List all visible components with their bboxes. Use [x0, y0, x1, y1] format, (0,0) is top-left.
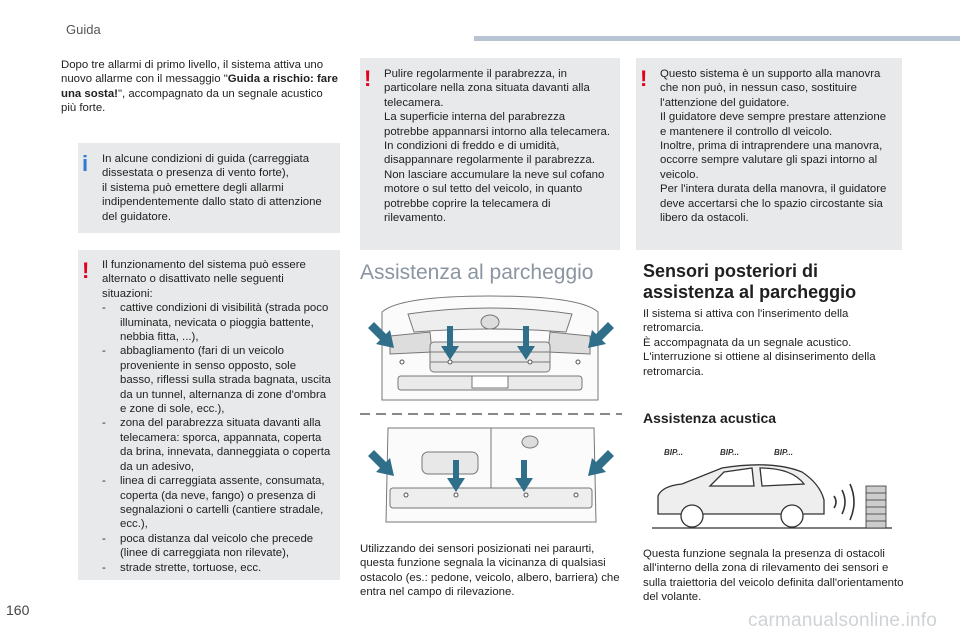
info-box — [78, 143, 340, 233]
sound-waves-icon — [834, 484, 854, 520]
beep-label: BIP... — [664, 448, 683, 457]
info-icon: i — [82, 151, 89, 176]
beep-label: BIP... — [774, 448, 793, 457]
warning-intro: Il funzionamento del sistema può essere alternato o disattivato nelle seguenti situazioni: — [102, 259, 306, 300]
condition-list — [102, 301, 332, 575]
warning-box-windscreen — [360, 58, 620, 250]
acoustic-caption: Questa funzione segnala la presenza di ostacoli all'interno della zona di rilevamento dei sensori e sulla traiettoria del veicolo definita dall'orientamento del volante. — [643, 548, 904, 604]
list-item: - strade strette, tortuose, ecc. — [102, 561, 332, 575]
vehicle-sensors-illustration — [360, 292, 622, 538]
wall-icon — [866, 486, 886, 528]
warning-box-text: Pulire regolarmente il parabrezza, in particolare nella zona situata davanti alla telecamera. La superficie interna del parabrezza potrebbe appannarsi intorno alla telecamera. In condizioni di freddo e di umidità, disappannare regolarmente il parabrezza. Non lasciare accumulare la neve sul cofano motore o sul tetto del veicolo, in quanto potrebbe coprire la telecamera di rilevamento. — [384, 68, 611, 225]
warning-box-text: Questo sistema è un supporto alla manovra che non può, in nessun caso, sostituire l'attenzione del guidatore. Il guidatore deve sempre prestare attenzione e mantenere il controllo dl veicolo. Inoltre, prima di intraprendere una manovra, occorre sempre valutare gli spazi intorno al veicolo. Per l'intera durata della manovra, il guidatore deve accertarsi che lo spazio circostante sia libero da ostacoli. — [660, 68, 887, 225]
warning-icon: ! — [640, 66, 648, 91]
acoustic-warning-illustration — [652, 438, 892, 540]
vehicle-rear — [386, 428, 596, 522]
list-item: - abbagliamento (fari di un veicolo proveniente in senso opposto, sole basso, riflessi sulla strada bagnata, uscita da un tunnel, alternanza di zone d'ombra e zone di sole, ecc.), — [102, 344, 332, 416]
header-bar — [474, 36, 960, 41]
acoustic-subtitle: Assistenza acustica — [643, 410, 777, 426]
list-item: - poca distanza dal veicolo che precede (linee di carreggiata non rilevate), — [102, 532, 332, 561]
car-icon — [658, 465, 824, 527]
vehicle-front — [382, 296, 598, 400]
watermark: carmanualsonline.info — [748, 610, 938, 631]
warning-icon: ! — [82, 258, 90, 283]
header-title: Guida — [66, 22, 101, 37]
rear-sensors-body: Il sistema si attiva con l'inserimento della retromarcia. È accompagnata da un segnale acustico. L'interruzione si ottiene al disinserimento della retromarcia. — [643, 308, 876, 378]
parking-aid-caption: Utilizzando dei sensori posizionati nei paraurti, questa funzione segnala la vicinanza di qualsiasi ostacolo (es.: pedone, veicolo, albero, barriera) che entra nel campo di rilevazione. — [360, 543, 620, 599]
section-title-rear-sensors: Sensori posteriori di assistenza al parcheggio — [643, 261, 857, 302]
intro-paragraph: Dopo tre allarmi di primo livello, il sistema attiva uno nuovo allarme con il messaggio "Guida a rischio: fare una sosta!", accompagnato da un segnale acustico più forte. — [61, 59, 338, 115]
list-item: - linea di carreggiata assente, consumata, coperta (da neve, fango) o presenza di segnalazioni o cartelli (cantiere stradale, ecc.), — [102, 474, 332, 532]
list-item: - zona del parabrezza situata davanti alla telecamera: sporca, appannata, coperta da brina, innevata, danneggiata o coperta da un adesivo, — [102, 416, 332, 474]
section-title: Assistenza al parcheggio — [360, 261, 594, 284]
page-number: 160 — [6, 602, 30, 618]
info-box-text: In alcune condizioni di guida (carreggiata dissestata o presenza di vento forte), il sistema può emettere degli allarmi indipendentemente dallo stato di attenzione del guidatore. — [102, 153, 322, 223]
list-item: - cattive condizioni di visibilità (strada poco illuminata, nevicata o pioggia battente, nebbia fitta, ...), — [102, 301, 332, 344]
warning-box-driver — [636, 58, 902, 250]
warning-icon: ! — [364, 66, 372, 91]
beep-label: BIP... — [720, 448, 739, 457]
warning-box-conditions — [78, 250, 340, 580]
